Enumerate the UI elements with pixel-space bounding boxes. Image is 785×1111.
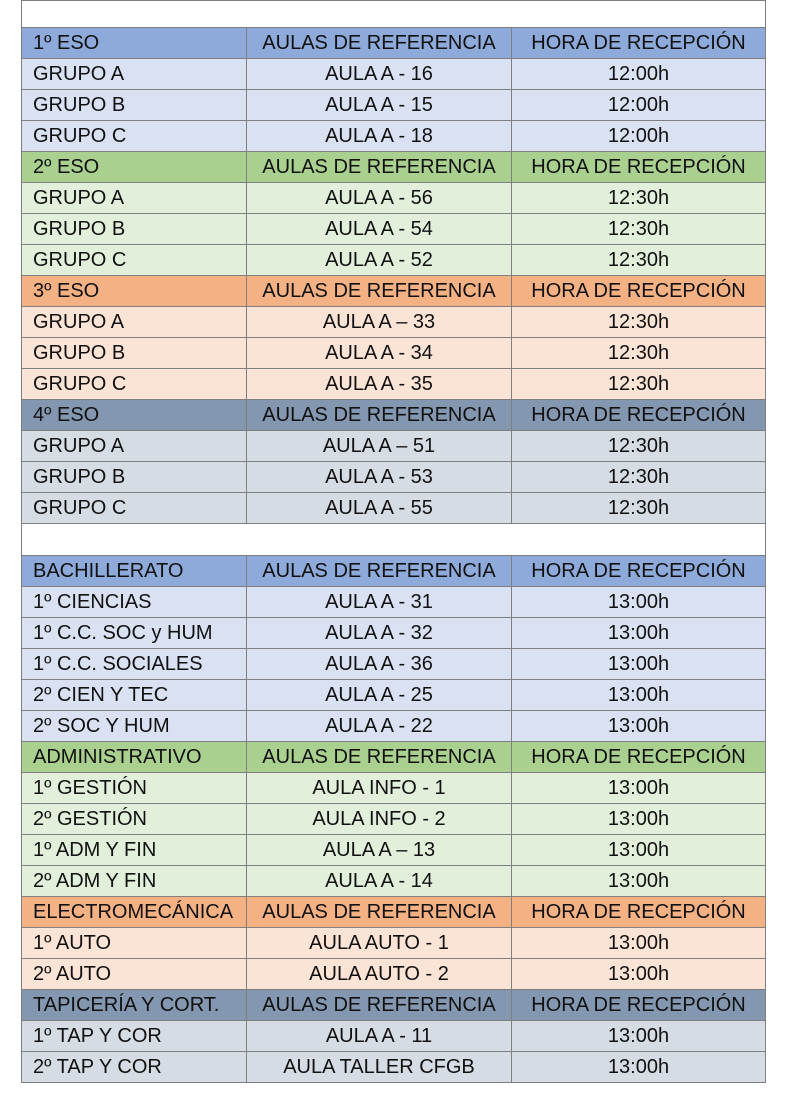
group-cell: 2º ADM Y FIN <box>22 866 247 897</box>
blank-cell <box>22 1 766 28</box>
table-row <box>22 245 766 276</box>
section-title: BACHILLERATO <box>22 556 247 587</box>
group-cell: GRUPO C <box>22 121 247 152</box>
table-row <box>22 462 766 493</box>
time-cell: 12:30h <box>512 214 766 245</box>
section-title: 1º ESO <box>22 28 247 59</box>
group-cell: 2º GESTIÓN <box>22 804 247 835</box>
table-row <box>22 214 766 245</box>
time-cell: 12:30h <box>512 307 766 338</box>
group-cell: GRUPO B <box>22 90 247 121</box>
table-row <box>22 121 766 152</box>
column-header-hora: HORA DE RECEPCIÓN <box>512 897 766 928</box>
time-cell: 13:00h <box>512 587 766 618</box>
column-header-aulas: AULAS DE REFERENCIA <box>247 897 512 928</box>
group-cell: GRUPO C <box>22 369 247 400</box>
table-row <box>22 1052 766 1083</box>
table-row <box>22 587 766 618</box>
classroom-cell: AULA A - 18 <box>247 121 512 152</box>
column-header-hora: HORA DE RECEPCIÓN <box>512 742 766 773</box>
classroom-cell: AULA INFO - 1 <box>247 773 512 804</box>
classroom-cell: AULA A - 35 <box>247 369 512 400</box>
group-cell: 1º ADM Y FIN <box>22 835 247 866</box>
section-title: 2º ESO <box>22 152 247 183</box>
classroom-cell: AULA A - 56 <box>247 183 512 214</box>
classroom-cell: AULA A - 55 <box>247 493 512 524</box>
group-cell: GRUPO C <box>22 493 247 524</box>
table-row <box>22 90 766 121</box>
table-row <box>22 835 766 866</box>
time-cell: 12:00h <box>512 59 766 90</box>
classroom-cell: AULA A - 54 <box>247 214 512 245</box>
column-header-hora: HORA DE RECEPCIÓN <box>512 556 766 587</box>
time-cell: 12:30h <box>512 183 766 214</box>
classroom-cell: AULA A – 51 <box>247 431 512 462</box>
group-cell: 1º CIENCIAS <box>22 587 247 618</box>
column-header-hora: HORA DE RECEPCIÓN <box>512 400 766 431</box>
group-cell: 1º AUTO <box>22 928 247 959</box>
group-cell: GRUPO A <box>22 183 247 214</box>
time-cell: 13:00h <box>512 959 766 990</box>
table-row <box>22 649 766 680</box>
section-header-row <box>22 276 766 307</box>
time-cell: 13:00h <box>512 649 766 680</box>
table-row <box>22 866 766 897</box>
group-cell: GRUPO B <box>22 214 247 245</box>
classroom-cell: AULA AUTO - 1 <box>247 928 512 959</box>
time-cell: 12:00h <box>512 90 766 121</box>
section-header-row <box>22 28 766 59</box>
group-cell: GRUPO C <box>22 245 247 276</box>
group-cell: GRUPO A <box>22 431 247 462</box>
time-cell: 12:30h <box>512 431 766 462</box>
section-header-row <box>22 400 766 431</box>
table-row <box>22 493 766 524</box>
table-row <box>22 431 766 462</box>
table-row <box>22 618 766 649</box>
group-cell: 2º SOC Y HUM <box>22 711 247 742</box>
column-header-aulas: AULAS DE REFERENCIA <box>247 28 512 59</box>
group-cell: GRUPO B <box>22 462 247 493</box>
classroom-cell: AULA A – 13 <box>247 835 512 866</box>
table-row <box>22 183 766 214</box>
table-row <box>22 338 766 369</box>
time-cell: 13:00h <box>512 680 766 711</box>
time-cell: 13:00h <box>512 711 766 742</box>
time-cell: 13:00h <box>512 1052 766 1083</box>
group-cell: GRUPO B <box>22 338 247 369</box>
group-cell: 1º TAP Y COR <box>22 1021 247 1052</box>
classroom-cell: AULA A - 11 <box>247 1021 512 1052</box>
table-row <box>22 680 766 711</box>
table-row <box>22 369 766 400</box>
group-cell: GRUPO A <box>22 307 247 338</box>
time-cell: 13:00h <box>512 1021 766 1052</box>
section-title: TAPICERÍA Y CORT. <box>22 990 247 1021</box>
time-cell: 12:30h <box>512 245 766 276</box>
column-header-aulas: AULAS DE REFERENCIA <box>247 742 512 773</box>
classroom-cell: AULA A – 33 <box>247 307 512 338</box>
group-cell: 1º GESTIÓN <box>22 773 247 804</box>
column-header-hora: HORA DE RECEPCIÓN <box>512 152 766 183</box>
time-cell: 13:00h <box>512 866 766 897</box>
group-cell: GRUPO A <box>22 59 247 90</box>
classroom-cell: AULA A - 31 <box>247 587 512 618</box>
group-cell: 2º AUTO <box>22 959 247 990</box>
time-cell: 12:30h <box>512 369 766 400</box>
classroom-cell: AULA A - 32 <box>247 618 512 649</box>
classroom-cell: AULA A - 14 <box>247 866 512 897</box>
section-header-row <box>22 556 766 587</box>
time-cell: 12:30h <box>512 338 766 369</box>
section-header-row <box>22 897 766 928</box>
table-row <box>22 804 766 835</box>
time-cell: 13:00h <box>512 835 766 866</box>
group-cell: 1º C.C. SOC y HUM <box>22 618 247 649</box>
time-cell: 13:00h <box>512 804 766 835</box>
column-header-hora: HORA DE RECEPCIÓN <box>512 276 766 307</box>
section-header-row <box>22 990 766 1021</box>
time-cell: 12:30h <box>512 493 766 524</box>
classroom-cell: AULA A - 34 <box>247 338 512 369</box>
time-cell: 12:00h <box>512 121 766 152</box>
group-cell: 1º C.C. SOCIALES <box>22 649 247 680</box>
reception-schedule-table <box>21 0 766 1083</box>
classroom-cell: AULA A - 16 <box>247 59 512 90</box>
column-header-hora: HORA DE RECEPCIÓN <box>512 28 766 59</box>
classroom-cell: AULA A - 36 <box>247 649 512 680</box>
time-cell: 13:00h <box>512 773 766 804</box>
table-row <box>22 59 766 90</box>
group-cell: 2º CIEN Y TEC <box>22 680 247 711</box>
classroom-cell: AULA A - 52 <box>247 245 512 276</box>
blank-row <box>22 524 766 556</box>
time-cell: 12:30h <box>512 462 766 493</box>
table-row <box>22 959 766 990</box>
column-header-aulas: AULAS DE REFERENCIA <box>247 152 512 183</box>
classroom-cell: AULA AUTO - 2 <box>247 959 512 990</box>
section-title: 3º ESO <box>22 276 247 307</box>
section-header-row <box>22 152 766 183</box>
blank-cell <box>22 524 766 556</box>
time-cell: 13:00h <box>512 928 766 959</box>
group-cell: 2º TAP Y COR <box>22 1052 247 1083</box>
table-row <box>22 711 766 742</box>
time-cell: 13:00h <box>512 618 766 649</box>
column-header-aulas: AULAS DE REFERENCIA <box>247 556 512 587</box>
table-row <box>22 307 766 338</box>
section-header-row <box>22 742 766 773</box>
classroom-cell: AULA A - 15 <box>247 90 512 121</box>
table-row <box>22 928 766 959</box>
column-header-aulas: AULAS DE REFERENCIA <box>247 400 512 431</box>
column-header-aulas: AULAS DE REFERENCIA <box>247 990 512 1021</box>
section-title: 4º ESO <box>22 400 247 431</box>
section-title: ELECTROMECÁNICA <box>22 897 247 928</box>
classroom-cell: AULA A - 53 <box>247 462 512 493</box>
column-header-aulas: AULAS DE REFERENCIA <box>247 276 512 307</box>
classroom-cell: AULA INFO - 2 <box>247 804 512 835</box>
section-title: ADMINISTRATIVO <box>22 742 247 773</box>
classroom-cell: AULA TALLER CFGB <box>247 1052 512 1083</box>
classroom-cell: AULA A - 22 <box>247 711 512 742</box>
table-row <box>22 1021 766 1052</box>
classroom-cell: AULA A - 25 <box>247 680 512 711</box>
table-row <box>22 773 766 804</box>
column-header-hora: HORA DE RECEPCIÓN <box>512 990 766 1021</box>
blank-row <box>22 1 766 28</box>
